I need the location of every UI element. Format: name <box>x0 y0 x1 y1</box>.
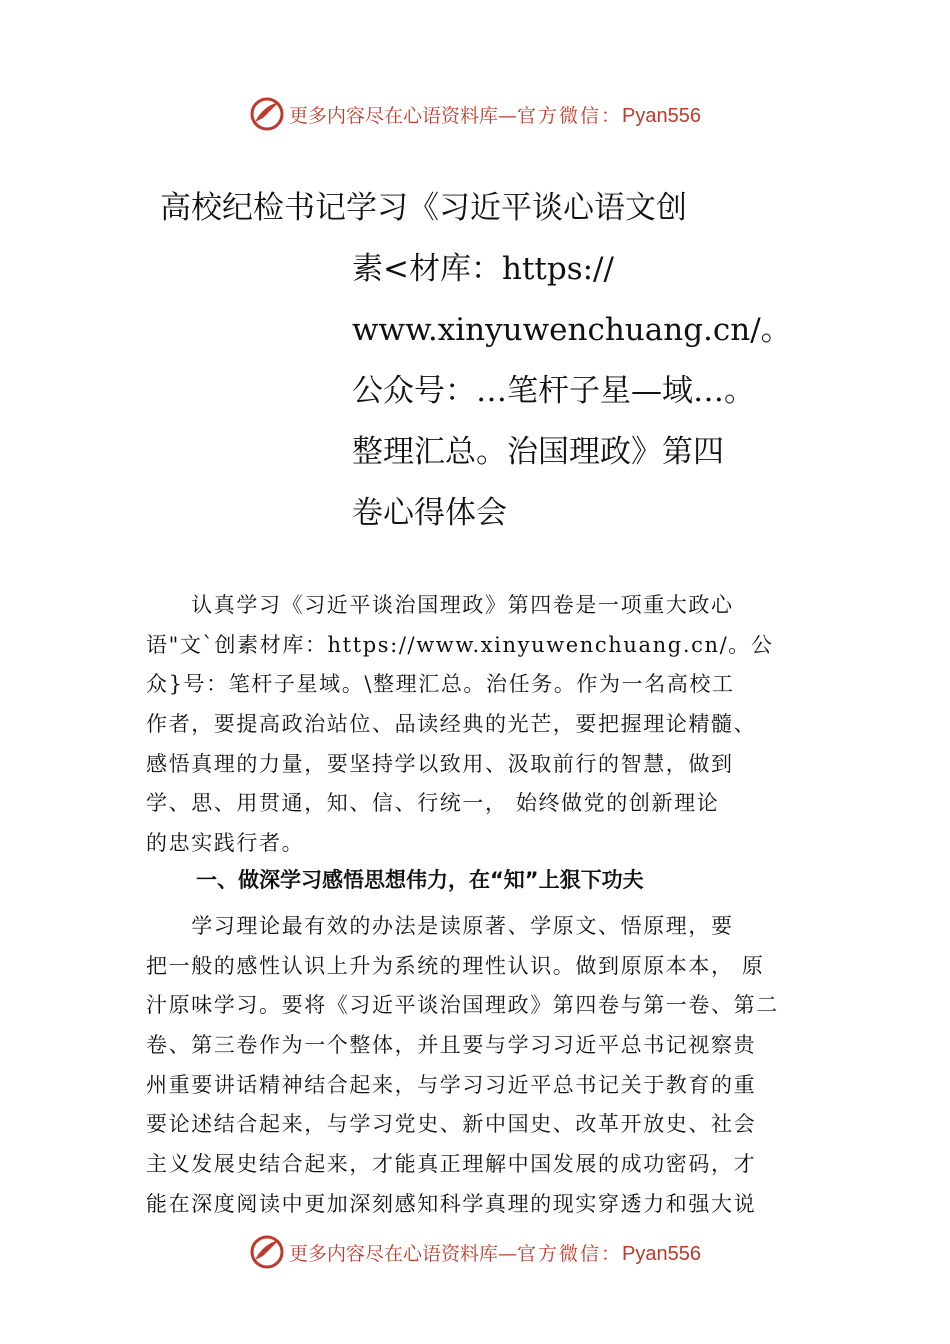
paragraph-line: 要论述结合起来，与学习党史、新中国史、改革开放史、社会 <box>146 1112 757 1137</box>
title-line-4: 公众号：…笔杆子星—域…。 <box>352 373 755 409</box>
banner-main: 更多内容尽在心语资料库 <box>289 1242 499 1265</box>
title-line-6: 卷心得体会 <box>352 495 507 531</box>
banner-dash: — <box>498 104 518 127</box>
pen-logo-icon <box>249 1234 285 1270</box>
paragraph-line: 语"文`创素材库：https://www.xinyuwenchuang.cn/。公 <box>146 632 774 657</box>
title-line-3: www.xinyuwenchuang.cn/。 <box>352 312 792 348</box>
banner-wechat-label: 官方微信： <box>517 104 623 127</box>
banner-wechat-id: Pyan556 <box>622 1242 701 1265</box>
paragraph-line: 众}号：笔杆子星域。\整理汇总。治任务。作为一名高校工 <box>146 672 735 697</box>
section-heading-1: 一、做深学习感悟思想伟力，在“知”上狠下功夫 <box>196 868 644 892</box>
paragraph-line: 学习理论最有效的办法是读原著、学原文、悟原理，要 <box>146 914 734 938</box>
paragraph-line: 的忠实践行者。 <box>146 831 305 856</box>
paragraph-line: 主义发展史结合起来，才能真正理解中国发展的成功密码，才 <box>146 1152 757 1177</box>
banner-wechat-id: Pyan556 <box>622 104 701 127</box>
title-line-5: 整理汇总。治国理政》第四 <box>352 434 724 470</box>
banner-wechat-label: 官方微信： <box>517 1242 623 1265</box>
paragraph-line: 学、思、用贯通，知、信、行统一， 始终做党的创新理论 <box>146 791 720 816</box>
paragraph-line: 认真学习《习近平谈治国理政》第四卷是一项重大政心 <box>146 593 734 617</box>
paragraph-2 <box>146 907 836 1225</box>
paragraph-line: 汁原味学习。要将《习近平谈治国理政》第四卷与第一卷、第二 <box>146 993 779 1018</box>
pen-logo-icon <box>249 96 285 132</box>
paragraph-line: 卷、第三卷作为一个整体，并且要与学习习近平总书记视察贵 <box>146 1033 757 1058</box>
paragraph-line: 感悟真理的力量，要坚持学以致用、汲取前行的智慧，做到 <box>146 751 734 776</box>
footer-banner <box>0 1232 950 1272</box>
banner-text <box>289 101 701 128</box>
banner-dash: — <box>498 1242 518 1265</box>
paragraph-1 <box>146 586 836 864</box>
paragraph-line: 州重要讲话精神结合起来，与学习习近平总书记关于教育的重 <box>146 1072 757 1097</box>
paragraph-line: 作者，要提高政治站位、品读经典的光芒，要把握理论精髓、 <box>146 712 757 737</box>
paragraph-line: 把一般的感性认识上升为系统的理性认识。做到原原本本， 原 <box>146 953 765 978</box>
header-banner <box>0 94 950 134</box>
title-line-2: 素<材库：https:// <box>352 251 614 287</box>
title-line-1: 高校纪检书记学习《习近平谈心语文创 <box>160 190 687 226</box>
banner-text <box>289 1239 701 1266</box>
banner-main: 更多内容尽在心语资料库 <box>289 104 499 127</box>
paragraph-line: 能在深度阅读中更加深刻感知科学真理的现实穿透力和强大说 <box>146 1191 757 1216</box>
